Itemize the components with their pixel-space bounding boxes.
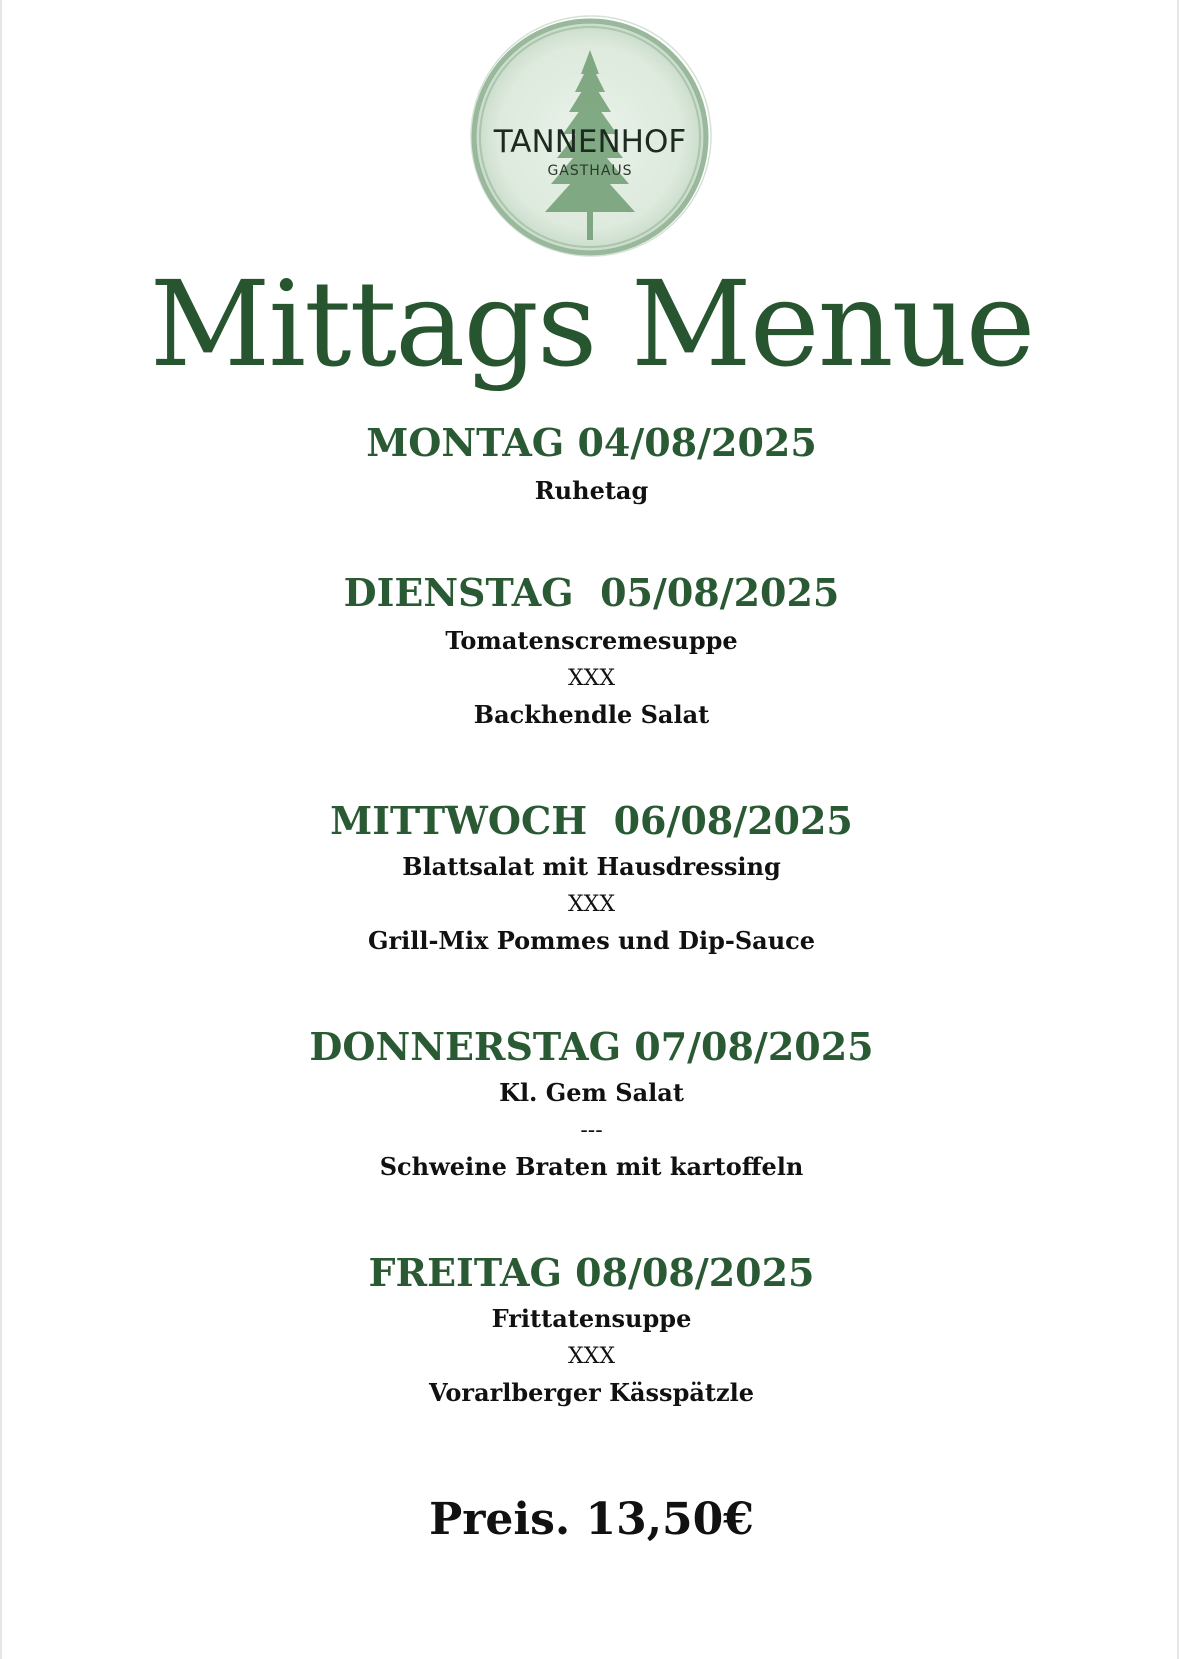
- separator-freitag: XXX: [568, 1344, 615, 1369]
- dish-montag-1: Ruhetag: [534, 476, 649, 505]
- tannenhof-logo: [465, 12, 715, 262]
- separator-mittwoch: XXX: [568, 892, 615, 917]
- day-heading-donnerstag: DONNERSTAG 07/08/2025: [309, 1024, 874, 1069]
- dish-mittwoch-2: Grill-Mix Pommes und Dip-Sauce: [367, 926, 816, 955]
- day-heading-dienstag: DIENSTAG 05/08/2025: [343, 570, 840, 615]
- dish-freitag-2: Vorarlberger Kässpätzle: [429, 1378, 754, 1407]
- dish-mittwoch-1: Blattsalat mit Hausdressing: [402, 852, 781, 881]
- dish-dienstag-1: Tomatenscremesuppe: [445, 626, 738, 655]
- dish-donnerstag-1: Kl. Gem Salat: [499, 1078, 684, 1107]
- logo-name: TANNENHOF: [493, 124, 687, 160]
- day-heading-freitag: FREITAG 08/08/2025: [368, 1250, 815, 1295]
- price: Preis. 13,50€: [429, 1494, 754, 1545]
- dish-donnerstag-2: Schweine Braten mit kartoffeln: [379, 1152, 804, 1181]
- dish-freitag-1: Frittatensuppe: [491, 1304, 692, 1333]
- day-heading-mittwoch: MITTWOCH 06/08/2025: [330, 798, 853, 843]
- separator-donnerstag: ---: [580, 1118, 603, 1143]
- logo-subtitle: GASTHAUS: [547, 163, 633, 179]
- dish-dienstag-2: Backhendle Salat: [473, 700, 710, 729]
- separator-dienstag: XXX: [568, 666, 615, 691]
- page-title: Mittags Menue: [149, 255, 1034, 393]
- day-heading-montag: MONTAG 04/08/2025: [366, 420, 817, 465]
